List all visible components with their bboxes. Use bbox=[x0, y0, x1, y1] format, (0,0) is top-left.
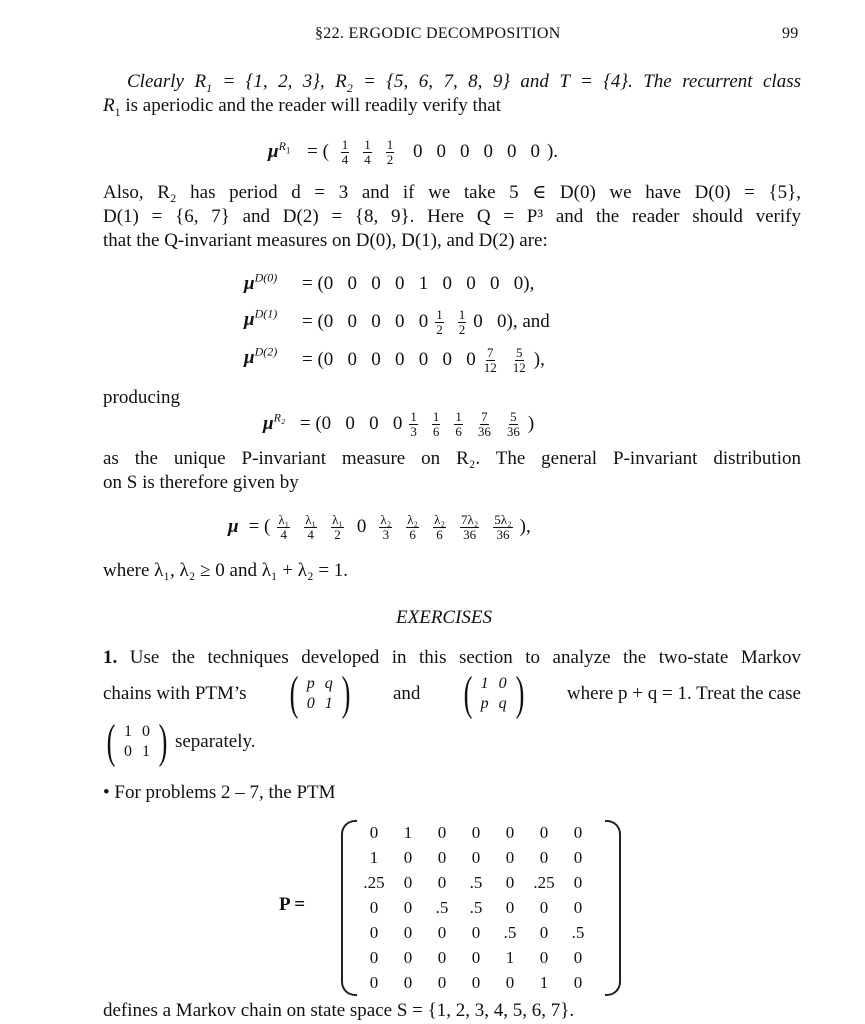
matrix-entry: q bbox=[324, 675, 333, 692]
fraction-entry: $\frac{1}{4}$ bbox=[364, 137, 371, 167]
matrix-p-entry: 0 bbox=[403, 848, 413, 867]
matrix-p-entry: 0 bbox=[403, 923, 413, 942]
matrix-p-entry: 1 bbox=[505, 948, 515, 967]
fraction-entry: $\frac{\text{λ₁}}{2}$ bbox=[332, 512, 343, 542]
matrix-entry: 1 bbox=[324, 695, 333, 712]
general-distribution-paragraph bbox=[103, 447, 801, 495]
matrix-entry: p bbox=[306, 675, 315, 692]
period-line-1: Also, R₂ has period d = 3 and if we take 5 ∈ D(0) we have D(0) = {5}, bbox=[103, 182, 801, 203]
matrix-p-entry: 0 bbox=[437, 973, 447, 992]
matrix-entry: 1 bbox=[141, 743, 150, 760]
matrix-p-entry: 0 bbox=[573, 973, 583, 992]
matrix-p-entry: 0 bbox=[539, 923, 549, 942]
matrix-p-entry: 0 bbox=[505, 823, 515, 842]
equation-mu-r2: $\mu^{R_2} = (0$ 0 0 0 $\frac{1}{3}$ $\frac{1}{6}$ $\frac{1}{6}$ $\frac{7}{36}$ $\frac{5}{36}$ ) bbox=[263, 409, 535, 439]
running-header-title: §22. ERGODIC DECOMPOSITION bbox=[315, 25, 561, 42]
matrix-p-entry: 0 bbox=[437, 923, 447, 942]
matrix-p-label: P = bbox=[279, 894, 306, 915]
matrix-p-entry: 0 bbox=[437, 823, 447, 842]
matrix-p-entry: 0 bbox=[539, 948, 549, 967]
matrix-entry: 1 bbox=[123, 723, 132, 740]
fraction-entry: $\frac{1}{2}$ bbox=[436, 307, 443, 337]
transition-matrix-p bbox=[341, 820, 621, 992]
matrix-entry: 0 bbox=[498, 675, 507, 692]
equation-mu-d0: $\mu^{D(0)}$ = (0 0 0 0 1 0 0 0 0), bbox=[244, 270, 535, 294]
matrix-p-entry: 0 bbox=[369, 898, 379, 917]
matrix-p-entry: 0 bbox=[471, 923, 481, 942]
fraction-entry: $\frac{1}{2}$ bbox=[386, 137, 394, 167]
fraction-entry: $\frac{\text{λ₁}}{4}$ bbox=[305, 512, 317, 542]
producing-text: producing bbox=[103, 387, 181, 408]
fraction-entry: $\frac{1}{2}$ bbox=[458, 307, 466, 337]
intro-line-2: $R_1$ is aperiodic and the reader will readily verify that bbox=[103, 95, 501, 119]
zero-entry: 0 bbox=[530, 140, 540, 162]
matrix-p-entry: 0 bbox=[471, 948, 481, 967]
fraction-entry: $\frac{5}{12}$ bbox=[512, 345, 526, 375]
matrix-p-entry: 0 bbox=[573, 823, 583, 842]
matrix-entry: q bbox=[498, 695, 507, 712]
matrix-p-entry: 0 bbox=[403, 873, 413, 892]
fraction-entry: $\frac{5}{36}$ bbox=[506, 409, 520, 439]
lambda-condition: where λ₁, λ₂ ≥ 0 and λ₁ + λ₂ = 1. bbox=[103, 560, 349, 581]
matrix-p-entry: 0 bbox=[573, 898, 583, 917]
matrix-p-entry: 0 bbox=[471, 848, 481, 867]
fraction-entry: $\frac{1}{4}$ bbox=[341, 137, 349, 167]
matrix-p-entry: 0 bbox=[369, 948, 379, 967]
matrix-p-entry: 0 bbox=[437, 948, 447, 967]
period-line-2: D(1) = {6, 7} and D(2) = {8, 9}. Here Q = P³ and the reader should verify bbox=[103, 206, 801, 227]
matrix-p-entry: 0 bbox=[505, 898, 515, 917]
fraction-entry: $\frac{1}{6}$ bbox=[432, 409, 440, 439]
matrix-p-entry: 0 bbox=[369, 823, 379, 842]
matrix-entry: 0 bbox=[123, 743, 132, 760]
matrix-p-entry: 0 bbox=[539, 823, 549, 842]
matrix-p-entry: .5 bbox=[503, 923, 517, 942]
page-number: 99 bbox=[782, 25, 799, 42]
equation-mu-d1: $\mu^{D(1)}$ = (0 0 0 0 0 $\frac{1}{2}$ $\frac{1}{2}$ 0 0), and bbox=[244, 306, 550, 337]
intro-line-1: Clearly $R_1 = \{1$, 2, 3}, $R_2 = \{5$, 6, 7, 8, 9} and T = {4}. The recurrent class bbox=[127, 71, 802, 95]
exercises-heading: EXERCISES bbox=[396, 607, 493, 628]
matrix-p-entry: 0 bbox=[369, 973, 379, 992]
fraction-entry: $\frac{\text{λ₂}}{3}$ bbox=[380, 512, 392, 542]
exercise-1-line-2: chains with PTM’s ( p q 0 1 ) and ( 1 0 p q ) where p + q = 1. Treat the case bbox=[103, 667, 801, 720]
fraction-entry: $\frac{7}{36}$ bbox=[477, 409, 491, 439]
matrix-p-entry: 0 bbox=[437, 848, 447, 867]
matrix-p-entry: 0 bbox=[471, 823, 481, 842]
matrix-p-entry: .25 bbox=[533, 873, 555, 892]
matrix-p-entry: 0 bbox=[539, 898, 549, 917]
exercise-1-line-1: 1. Use the techniques developed in this section to analyze the two-state Markov bbox=[103, 647, 801, 668]
fraction-entry: $\frac{\text{5λ₂}}{36}$ bbox=[494, 512, 512, 542]
fraction-entry: $\frac{\text{λ₂}}{6}$ bbox=[434, 512, 445, 542]
fraction-entry: $\frac{\text{7λ₂}}{36}$ bbox=[460, 512, 479, 542]
matrix-p-entry: 0 bbox=[437, 873, 447, 892]
matrix-entry: 1 bbox=[480, 675, 489, 692]
fraction-entry: $\frac{7}{12}$ bbox=[483, 345, 497, 375]
fraction-entry: $\frac{1}{3}$ bbox=[410, 409, 417, 439]
period-line-3: that the Q-invariant measures on D(0), D(1), and D(2) are: bbox=[103, 230, 548, 251]
matrix-entry: p bbox=[480, 695, 489, 712]
zero-entry: 0 bbox=[459, 140, 470, 162]
ptm-matrix-qp: ( 1 0 p q ) bbox=[463, 667, 525, 720]
matrix-p-entry: 1 bbox=[403, 823, 413, 842]
matrix-p-entry: .5 bbox=[469, 898, 483, 917]
matrix-p-entry: 0 bbox=[573, 873, 583, 892]
exercise-1 bbox=[103, 646, 801, 670]
fraction-entry: $\frac{\text{λ₁}}{4}$ bbox=[278, 512, 290, 542]
equation-mu-r1: $\mu^{R_1}$ = ( $\frac{1}{4}$ $\frac{1}{4}$ $\frac{1}{2}$ 0 0 0 0 0 0 ). bbox=[268, 137, 559, 167]
zero-entry: 0 bbox=[483, 140, 493, 162]
matrix-p-entry: 0 bbox=[403, 898, 413, 917]
zero-entry: 0 bbox=[412, 140, 423, 162]
matrix-p-entry: 0 bbox=[403, 948, 413, 967]
fraction-entry: $\frac{\text{λ₂}}{6}$ bbox=[407, 512, 419, 542]
equation-mu-general: μ = ( $\frac{\text{λ₁}}{4}$ $\frac{\text{λ₁}}{4}$ $\frac{\text{λ₁}}{2}$ 0 $\frac{\text{λ₂}}{3}$ $\frac{\text{λ₂}}{6}$ $\frac{\text{λ₂}}{6}$ $\frac{\text{7λ₂}}{36}$ $\frac{\text{5λ₂}}{36}$ ), bbox=[228, 512, 531, 542]
ptm-matrix-pq: ( p q 0 1 ) bbox=[289, 667, 351, 720]
matrix-p-entry: 1 bbox=[369, 848, 379, 867]
matrix-p-entry: .5 bbox=[435, 898, 449, 917]
matrix-p-entry: 1 bbox=[539, 973, 549, 992]
matrix-p-entry: .5 bbox=[469, 873, 483, 892]
matrix-p-entry: 0 bbox=[369, 923, 379, 942]
zero-entry: 0 bbox=[436, 140, 446, 162]
equation-mu-d2: $\mu^{D(2)}$ = (0 0 0 0 0 0 0 $\frac{7}{12}$ $\frac{5}{12}$ ), bbox=[244, 344, 545, 375]
problems-note: • For problems 2 – 7, the PTM bbox=[103, 782, 336, 803]
intro-paragraph bbox=[103, 70, 801, 118]
state-space-definition: defines a Markov chain on state space S = {1, 2, 3, 4, 5, 6, 7}. bbox=[103, 1000, 575, 1021]
fraction-entry: $\frac{1}{6}$ bbox=[455, 409, 462, 439]
period-paragraph bbox=[103, 181, 801, 253]
matrix-p-entry: 0 bbox=[505, 848, 515, 867]
zero-entry: 0 bbox=[506, 140, 517, 162]
matrix-p-entry: 0 bbox=[505, 973, 515, 992]
matrix-entry: 0 bbox=[306, 695, 315, 712]
matrix-p-entry: 0 bbox=[505, 873, 515, 892]
matrix-p-entry: .5 bbox=[571, 923, 585, 942]
matrix-p-entry: 0 bbox=[573, 848, 583, 867]
general-line-2: on S is therefore given by bbox=[103, 472, 299, 493]
exercise-1-line-3: ( 1 0 0 1 ) separately. bbox=[103, 718, 256, 766]
matrix-p-entry: 0 bbox=[471, 973, 481, 992]
matrix-p-entry: .25 bbox=[363, 873, 385, 892]
matrix-p-entry: 0 bbox=[539, 848, 549, 867]
identity-matrix: ( 1 0 0 1 ) bbox=[106, 715, 168, 768]
matrix-p-entry: 0 bbox=[573, 948, 583, 967]
matrix-p-entry: 0 bbox=[403, 973, 413, 992]
matrix-entry: 0 bbox=[141, 723, 150, 740]
general-line-1: as the unique P-invariant measure on R₂. The general P-invariant distribution bbox=[103, 448, 801, 469]
